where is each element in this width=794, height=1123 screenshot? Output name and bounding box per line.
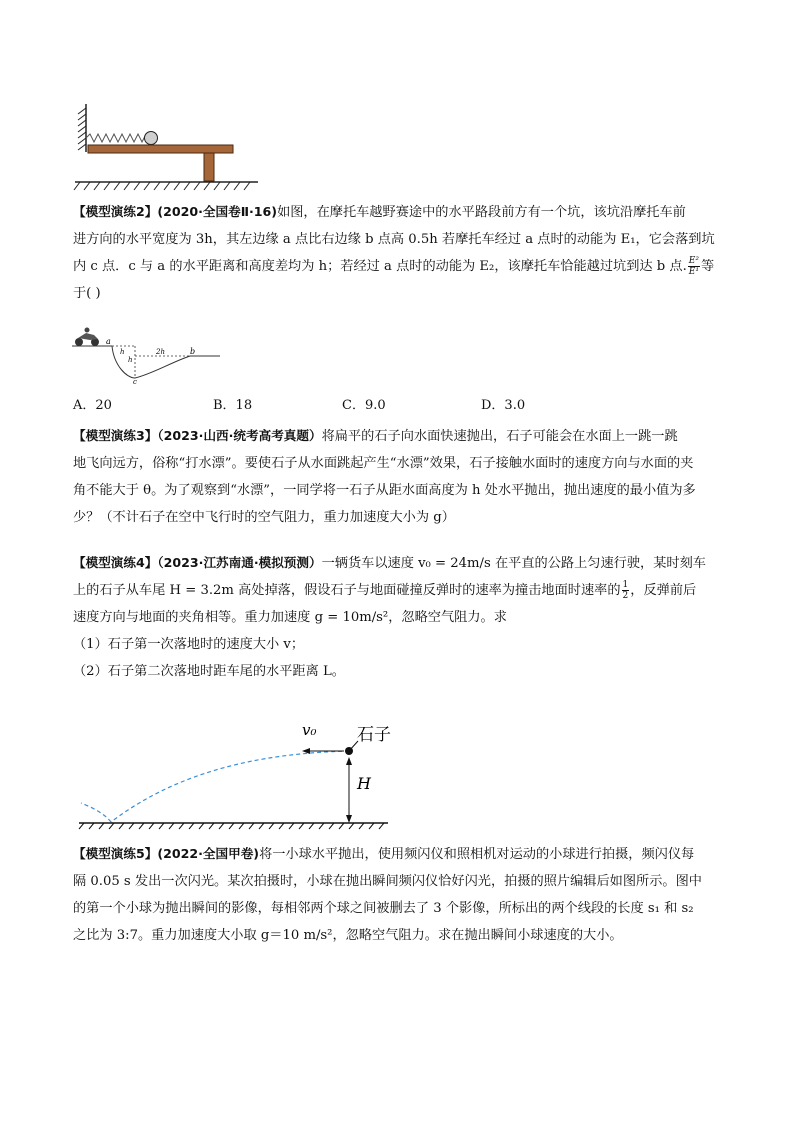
- text-line: 如图，在摩托车越野赛途中的水平路段前方有一个坑，该坑沿摩托车前: [277, 205, 686, 220]
- text-line: 进方向的水平宽度为 3h，其左边缘 a 点比右边缘 b 点高 0.5h 若摩托车经过 a 点时的动能为 E₁，它会落到坑: [73, 232, 715, 247]
- height-h-label: h: [128, 356, 133, 364]
- point-c-label: c: [133, 378, 137, 384]
- text-line: 的第一个小球为抛出瞬间的影像，每相邻两个球之间被删去了 3 个影像，所标出的两个线段的长度 s₁ 和 s₂: [73, 901, 694, 916]
- exercise-tag: 【模型演练5】: [73, 846, 158, 861]
- option-c[interactable]: C．9.0: [342, 398, 386, 413]
- stone-projectile-figure: [76, 715, 396, 830]
- text-line: 角不能大于 θ。为了观察到“水漂”，一同学将一石子从距水面高度为 h 处水平抛出，抛出速度的最小值为多: [73, 483, 696, 498]
- motorcycle-pit-figure: [72, 326, 222, 384]
- text-line: 上的石子从车尾 H = 3.2m 高处掉落，假设石子与地面碰撞反弹时的速率为撞击地面时速率的: [73, 583, 621, 598]
- exercise-4: [73, 549, 721, 685]
- exercise-3: [73, 422, 721, 531]
- exercise-tag: 【模型演练3】: [73, 428, 158, 443]
- stone-label: 石子: [357, 725, 391, 745]
- exercise-2: [73, 198, 721, 307]
- exercise-tag: 【模型演练2】: [73, 204, 158, 219]
- option-d[interactable]: D．3.0: [481, 398, 526, 413]
- option-a[interactable]: A．20: [73, 398, 112, 413]
- width-h-label: h: [120, 348, 125, 356]
- text-line: 地飞向远方，俗称“打水漂”。要使石子从水面跳起产生“水漂”效果，石子接触水面时的速度方向与水面的夹: [73, 456, 694, 471]
- fraction-numerator: 1: [622, 580, 629, 590]
- fraction-denominator: E¹: [688, 267, 699, 277]
- exercise-source: (2020·全国卷Ⅱ·16): [157, 204, 278, 219]
- fraction-numerator: E²: [688, 256, 699, 266]
- text-line: 少？（不计石子在空中飞行时的空气阻力，重力加速度大小为 g）: [73, 510, 455, 525]
- text-line: 一辆货车以速度 v₀ = 24m/s 在平直的公路上匀速行驶，某时刻车: [321, 556, 706, 571]
- exercise-source: （2023·江苏南通·模拟预测）: [157, 555, 322, 570]
- text-line: 将一小球水平抛出，使用频闪仪和照相机对运动的小球进行拍摄，频闪仪每: [259, 847, 695, 862]
- text-line: 等: [700, 259, 715, 274]
- point-b-label: b: [190, 347, 196, 356]
- height-label: H: [357, 774, 371, 793]
- spring-table-figure: [70, 100, 270, 195]
- motorcycle-icon: [75, 328, 99, 347]
- exercise-source: (2022·全国甲卷): [157, 846, 260, 861]
- question-1: （1）石子第一次落地时的速度大小 v；: [73, 637, 305, 652]
- fraction-denominator: 2: [622, 591, 629, 601]
- exercise-tag: 【模型演练4】: [73, 555, 158, 570]
- text-line: 内 c 点．c 与 a 的水平距离和高度差均为 h；若经过 a 点时的动能为 E₂，该摩托车恰能越过坑到达 b 点.: [73, 259, 687, 274]
- text-line: 之比为 3:7。重力加速度大小取 g＝10 m/s²，忽略空气阻力。求在抛出瞬间小球速度的大小。: [73, 928, 623, 943]
- text-line: 隔 0.05 s 发出一次闪光。某次拍摄时，小球在抛出瞬间频闪仪恰好闪光，拍摄的照片编辑后如图所示。图中: [73, 874, 702, 889]
- exercise-source: （2023·山西·统考高考真题）: [157, 428, 322, 443]
- half-fraction: [622, 580, 630, 601]
- exercise-5: [73, 840, 721, 949]
- option-b[interactable]: B．18: [213, 398, 253, 413]
- question-2: （2）石子第二次落地时距车尾的水平距离 L。: [73, 664, 345, 679]
- text-line: 于( ): [73, 286, 101, 301]
- text-line: 将扁平的石子向水面快速抛出，石子可能会在水面上一跳一跳: [321, 429, 678, 444]
- text-line: ，反弹前后: [630, 583, 697, 598]
- point-a-label: a: [106, 337, 111, 346]
- width-2h-label: 2h: [156, 348, 165, 356]
- velocity-label: v₀: [302, 721, 317, 739]
- energy-ratio-fraction: [688, 256, 700, 277]
- text-line: 速度方向与地面的夹角相等。重力加速度 g = 10m/s²，忽略空气阻力。求: [73, 610, 507, 625]
